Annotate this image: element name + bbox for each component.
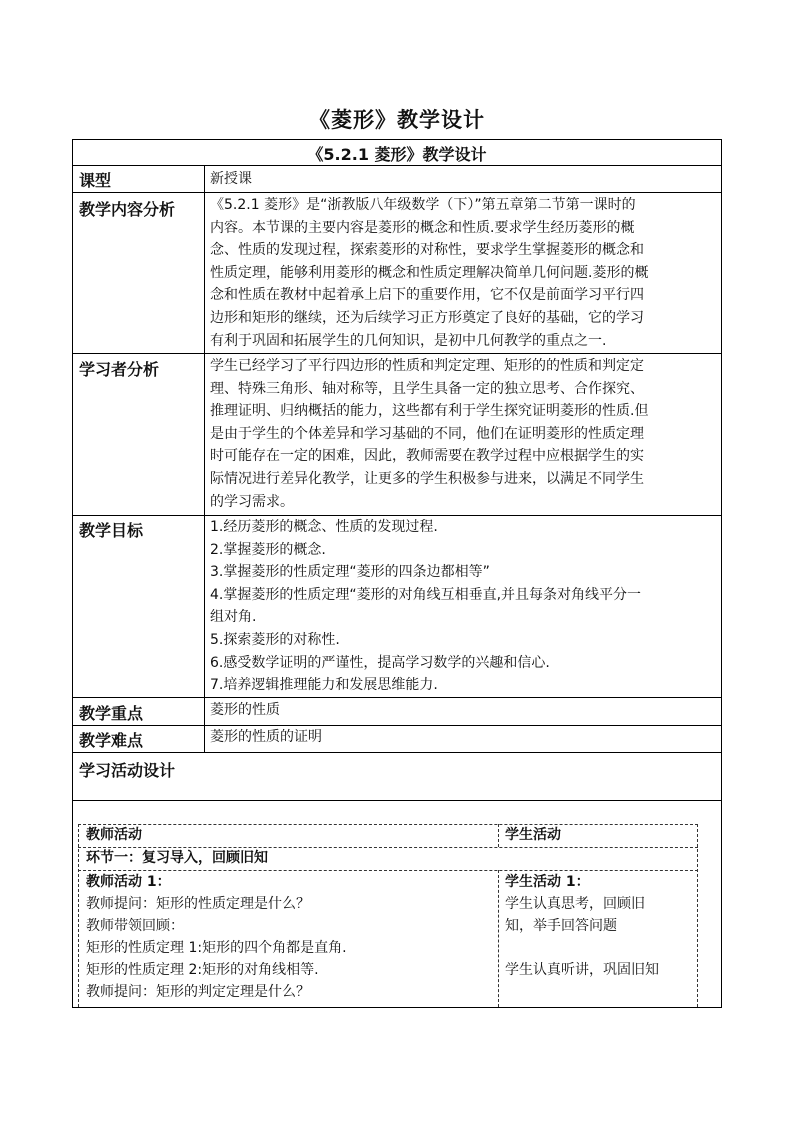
row-label-focus: 教学重点 (79, 704, 144, 723)
row-value-focus: 菱形的性质 (210, 702, 280, 718)
text-line: 有利于巩固和拓展学生的几何知识，是初中几何教学的重点之一. (210, 332, 607, 349)
text-line: 性质定理，能够利用菱形的概念和性质定理解决简单几何问题.菱形的概 (210, 264, 649, 281)
lesson-plan-table (72, 139, 722, 1008)
row-value-difficulty: 菱形的性质的证明 (210, 729, 322, 745)
student-activity-line: 学生认真听讲，巩固旧知 (505, 962, 659, 978)
table-title: 《5.2.1 菱形》教学设计 (307, 145, 487, 164)
row-divider (73, 165, 721, 166)
student-activity-title: 学生活动 1： (505, 874, 590, 890)
text-line: 际情况进行差异化教学，让更多的学生积极参与进来，以满足不同学生 (210, 470, 644, 487)
text-line: 时可能存在一定的困难，因此，教师需要在教学过程中应根据学生的实 (210, 448, 644, 465)
text-line: 边形和矩形的继续，还为后续学习正方形奠定了良好的基础，它的学习 (210, 309, 644, 326)
teacher-activity-header: 教师活动 (86, 827, 142, 843)
student-activity-line: 学生认真思考，回顾旧 (505, 896, 645, 912)
row-value-type: 新授课 (210, 171, 252, 187)
dashed-divider (78, 870, 698, 871)
student-activity-line: 知，举手回答问题 (505, 918, 617, 934)
dashed-divider (78, 824, 698, 825)
section-title: 环节一：复习导入，回顾旧知 (86, 850, 268, 866)
row-label-content: 教学内容分析 (79, 200, 176, 219)
teacher-activity-line: 教师带领回顾： (86, 918, 184, 934)
dashed-divider (498, 824, 499, 847)
text-line: 《5.2.1 菱形》是“浙教版八年级数学（下）”第五章第二节第一课时的 (210, 197, 636, 213)
teacher-activity-line: 教师提问：矩形的性质定理是什么？ (86, 896, 310, 912)
activity-table (78, 824, 698, 1007)
dashed-divider (78, 824, 79, 1007)
text-line: 3.掌握菱形的性质定理“菱形的四条边都相等” (210, 564, 490, 581)
text-line: 念、性质的发现过程，探索菱形的对称性，要求学生掌握菱形的概念和 (210, 242, 644, 259)
dashed-divider (697, 824, 698, 1007)
page-title: 《菱形》教学设计 (309, 108, 485, 132)
row-value-goals (210, 516, 710, 697)
row-divider (73, 697, 721, 698)
text-line: 组对角. (210, 609, 257, 626)
row-value-learner (210, 355, 710, 513)
teacher-activity-line: 矩形的性质定理 2:矩形的对角线相等. (86, 962, 319, 978)
text-line: 的学习需求。 (210, 493, 294, 510)
text-line: 推理证明、归纳概括的能力，这些都有利于学生探究证明菱形的性质.但 (210, 403, 649, 420)
row-label-goals: 教学目标 (79, 521, 144, 540)
text-line: 6.感受数学证明的严谨性，提高学习数学的兴趣和信心. (210, 654, 550, 671)
teacher-activity-line: 教师提问：矩形的判定定理是什么？ (86, 984, 310, 1000)
row-label-type: 课型 (79, 171, 112, 190)
row-label-activities: 学习活动设计 (79, 761, 176, 780)
teacher-activity-title: 教师活动 1： (86, 874, 171, 890)
row-divider (73, 800, 721, 801)
row-value-content (210, 194, 710, 352)
text-line: 1.经历菱形的概念、性质的发现过程. (210, 519, 438, 535)
text-line: 念和性质在教材中起着承上启下的重要作用，它不仅是前面学习平行四 (210, 287, 644, 304)
text-line: 4.掌握菱形的性质定理“菱形的对角线互相垂直,并且每条对角线平分一 (210, 586, 642, 603)
text-line: 学生已经学习了平行四边形的性质和判定定理、矩形的的性质和判定定 (210, 358, 644, 374)
teacher-activity-line: 矩形的性质定理 1:矩形的四个角都是直角. (86, 940, 347, 956)
text-line: 2.掌握菱形的概念. (210, 541, 326, 558)
dashed-divider (498, 870, 499, 1007)
text-line: 理、特殊三角形、轴对称等，且学生具备一定的独立思考、合作探究、 (210, 380, 644, 397)
student-activity-header: 学生活动 (505, 827, 561, 843)
column-divider (204, 165, 205, 752)
text-line: 7.培养逻辑推理能力和发展思维能力. (210, 677, 438, 694)
row-divider (73, 353, 721, 354)
text-line: 内容。本节课的主要内容是菱形的概念和性质.要求学生经历菱形的概 (210, 219, 635, 236)
row-label-difficulty: 教学难点 (79, 731, 144, 750)
text-line: 5.探索菱形的对称性. (210, 631, 340, 648)
row-divider (73, 752, 721, 753)
row-label-learner: 学习者分析 (79, 360, 160, 379)
text-line: 是由于学生的个体差异和学习基础的不同，他们在证明菱形的性质定理 (210, 425, 644, 442)
row-divider (73, 192, 721, 193)
